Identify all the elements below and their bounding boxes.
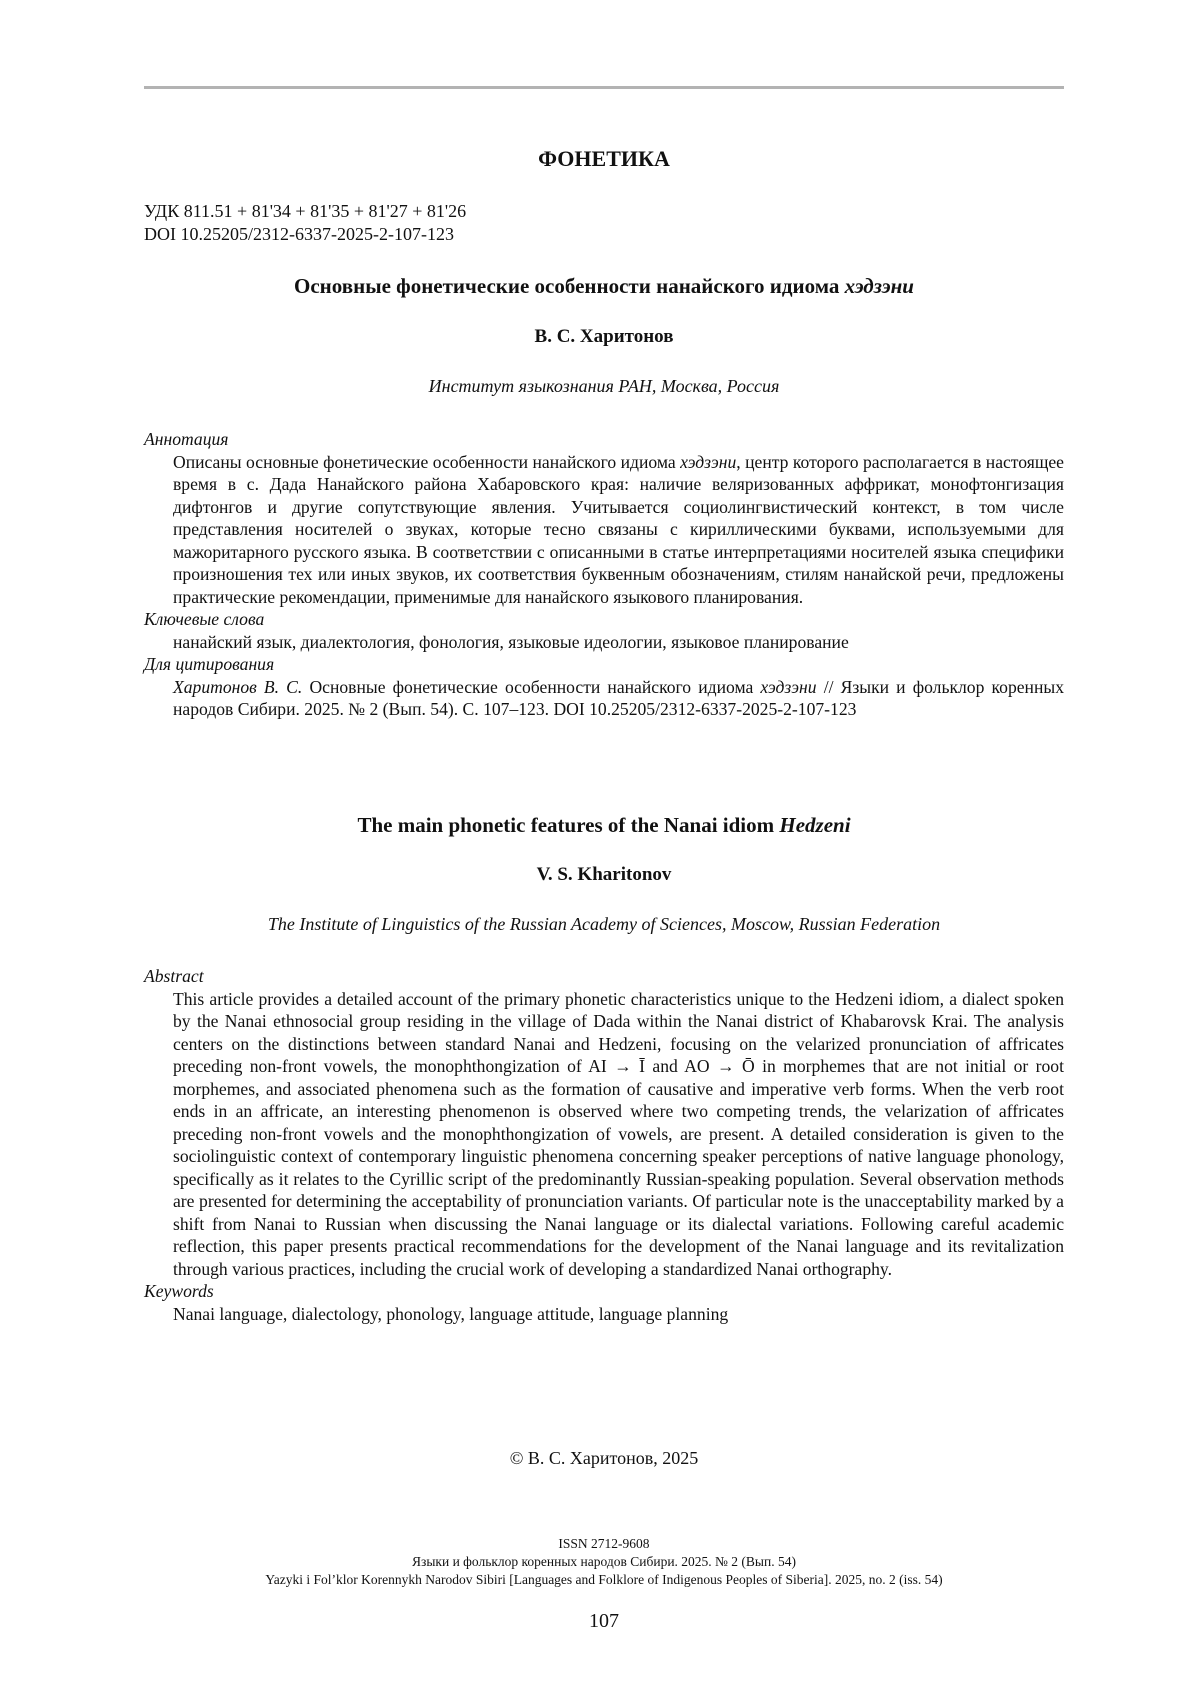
keywords-en-label: Keywords (144, 1281, 214, 1301)
title-en-italic: Hedzeni (779, 813, 851, 837)
title-ru-plain: Основные фонетические особенности нанайского идиома (294, 274, 840, 298)
author-en: V. S. Kharitonov (536, 864, 672, 885)
issn: ISSN 2712-9608 (558, 1536, 650, 1551)
title-ru-italic: хэдзэни (844, 274, 914, 298)
citation-label: Для цитирования (144, 654, 275, 674)
keywords-ru-text: нанайский язык, диалектология, фонология, языковые идеологии, языковое планирование (173, 631, 849, 652)
citation-author: Харитонов В. С. (173, 676, 303, 697)
title-ru (144, 274, 1064, 299)
abstract-en-text: This article provides a detailed account of the primary phonetic characteristics unique to the Hedzeni idiom, a dialect spoken by the Nanai ethnosocial group residing in the village of Dada within the Nanai district of Khabarovsk Krai. The analysis centers on the distinctions between standard Nanai and Hedzeni, focusing on the velarized pronunciation of affricates preceding non-front vowels, the monophthongization of AI → Ī and AO → Ō in morphemes that are not initial or root morphemes, and associated phenomena such as the formation of causative and imperative verb forms. When the verb root ends in an affricate, an interesting phenomenon is observed where two competing trends, the velarization of affricates preceding non-front vowels and the monophthongization of vowels, are present. A detailed consideration is given to the sociolinguistic context of contemporary linguistic phenomena concerning speaker perceptions of native language phonology, specifically as it relates to the Cyrillic script of the predominantly Russian-speaking population. Several observation methods are presented for determining the acceptability of pronunciation variants. Of particular note is the unacceptability marked by a shift from Nanai to Russian when discussing the Nanai language or its dialectal variations. Following careful academic reflection, this paper presents practical recommendations for the development of the Nanai language and its revitalization through various practices, including the crucial work of developing a standardized Nanai orthography. (173, 988, 1064, 1279)
abstract-ru-pre: Описаны основные фонетические особенности нанайского идиома (173, 451, 676, 472)
doi-ru: DOI 10.25205/2312-6337-2025-2-107-123 (144, 224, 454, 244)
header-rule (144, 86, 1064, 89)
citation-post: // Языки и фольклор коренных народов Сибири. 2025. № 2 (Вып. 54). С. 107–123. DOI 10.25205/2312-6337-2025-2-107-123 (173, 676, 1065, 719)
abstract-ru-label: Аннотация (144, 429, 229, 449)
citation-mid: Основные фонетические особенности нанайского идиома (309, 676, 754, 697)
title-en-plain: The main phonetic features of the Nanai idiom (357, 813, 775, 837)
abstract-ru-post: , центр которого располагается в настоящее время в с. Дада Нанайского района Хабаровского края: наличие веляризованных аффрикат, монофтонгизация дифтонгов и другие сопутствующие явления. Учитывается социолингвистический контекст, в том числе представления носителей о звуках, которые тесно связаны с кириллическими буквами, используемыми для мажоритарного русского языка. В соответствии с описанными в статье интерпретациями носителей языка специфики произношения тех или иных звуков, их соответствия буквенным обозначениям, стилям нанайской речи, предложены практические рекомендации, применимые для нанайского языкового планирования. (173, 451, 1064, 607)
abstract-ru-italic: хэдзэни (680, 451, 737, 472)
page-number: 107 (589, 1610, 619, 1632)
section-heading: ФОНЕТИКА (538, 146, 670, 171)
keywords-ru-label: Ключевые слова (144, 609, 265, 629)
journal-footer (144, 1535, 1064, 1589)
journal-name-ru: Языки и фольклор коренных народов Сибири. 2025. № 2 (Вып. 54) (412, 1554, 796, 1569)
abstract-en-block (144, 965, 1064, 1325)
abstract-ru-text (144, 451, 1064, 609)
udc-code: УДК 811.51 + 81'34 + 81'35 + 81'27 + 81'26 (144, 201, 467, 221)
affiliation-ru: Институт языкознания РАН, Москва, Россия (428, 376, 780, 396)
citation-text (144, 676, 1064, 721)
abstract-ru-block (144, 428, 1064, 721)
author-ru: В. С. Харитонов (534, 326, 674, 347)
citation-italic: хэдзэни (760, 676, 817, 697)
abstract-en-label: Abstract (144, 966, 204, 986)
title-en (144, 813, 1064, 838)
journal-name-en: Yazyki i Fol’klor Korennykh Narodov Sibiri [Languages and Folklore of Indigenous Peoples of Siberia]. 2025, no. 2 (iss. 54) (265, 1572, 943, 1587)
article-meta (144, 200, 1064, 246)
copyright: © В. С. Харитонов, 2025 (509, 1448, 699, 1468)
affiliation-en: The Institute of Linguistics of the Russian Academy of Sciences, Moscow, Russian Federation (267, 914, 941, 934)
keywords-en-text: Nanai language, dialectology, phonology, language attitude, language planning (173, 1303, 729, 1324)
